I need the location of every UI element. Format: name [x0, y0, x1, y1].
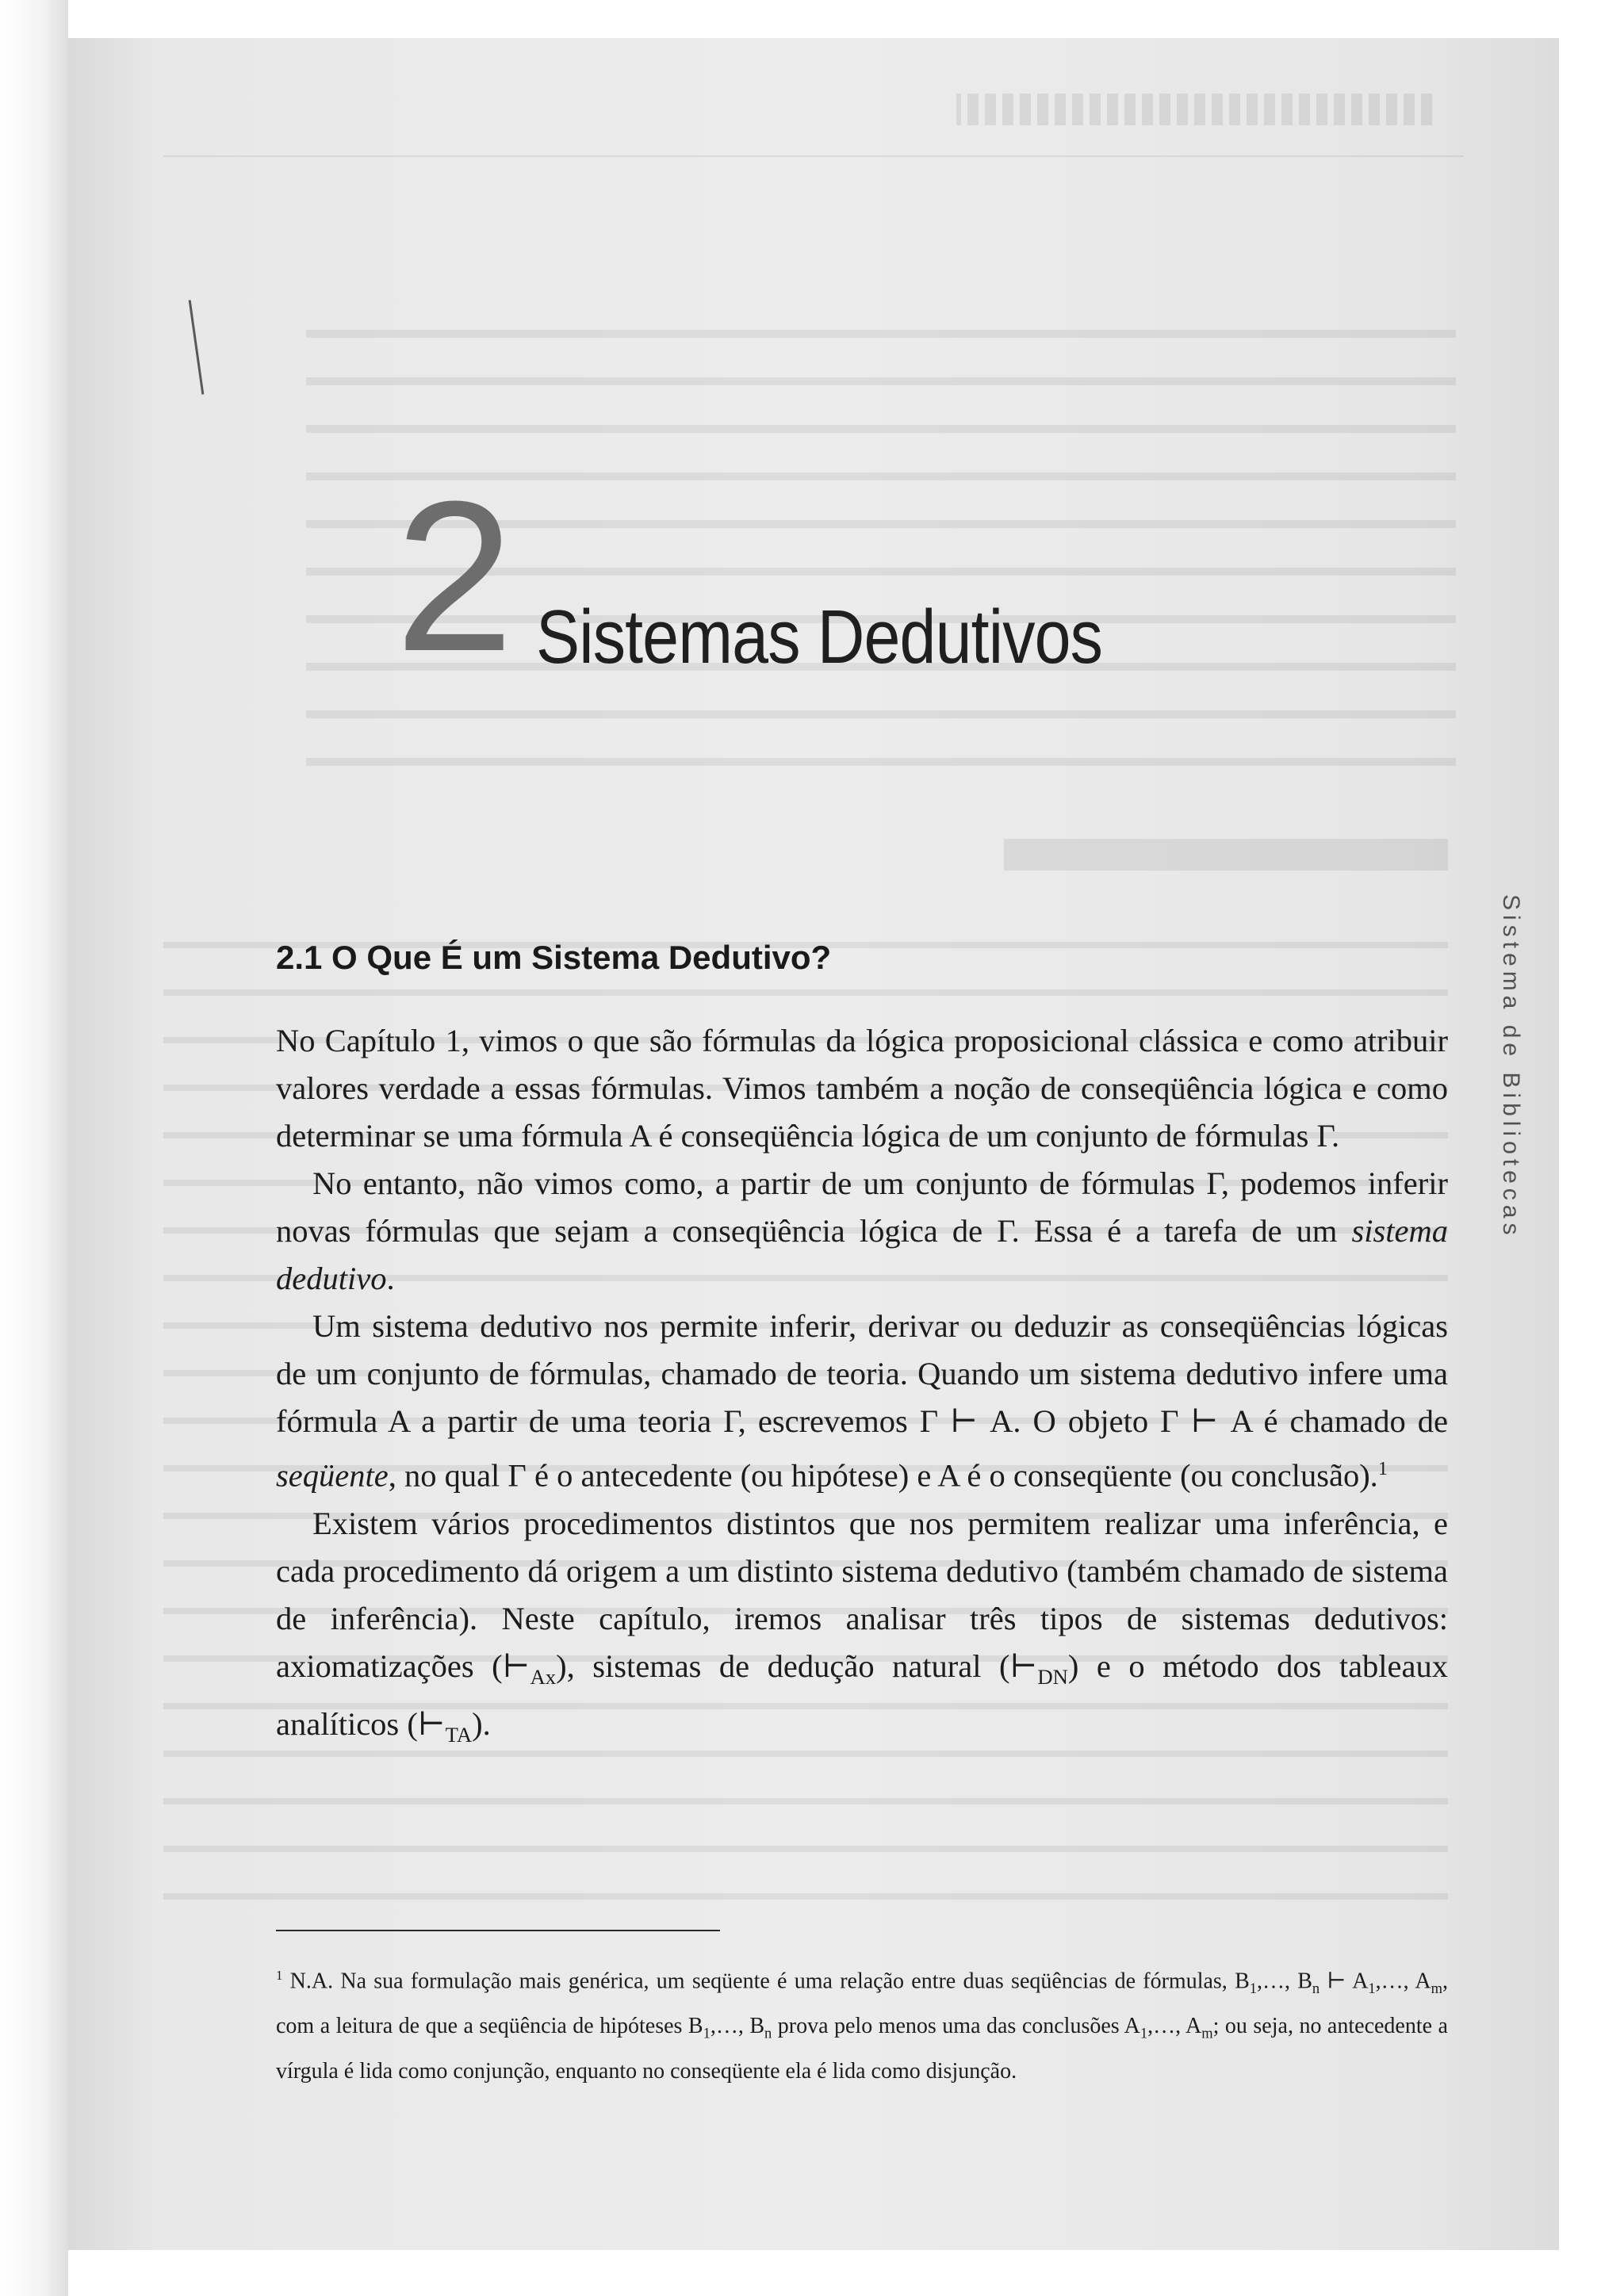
bleed-through-rule — [163, 155, 1464, 157]
paragraph-2-text: No entanto, não vimos como, a partir de um conjunto de fórmulas Γ, podemos inferir novas fórmulas que sejam a conseqüência lógica de Γ. Essa é a tarefa de um — [276, 1165, 1448, 1249]
fn-sub: n — [1312, 1980, 1320, 1996]
fn-sub: m — [1201, 2025, 1213, 2042]
paragraph-4-text-b: ), sistemas de dedução natural (⊢ — [556, 1647, 1038, 1684]
pencil-mark — [189, 300, 205, 394]
footnote-divider — [276, 1930, 720, 1931]
paragraph-1: No Capítulo 1, vimos o que são fórmulas da lógica proposicional clássica e como atribuir valores verdade a essas fórmulas. Vimos também a noção de conseqüência lógica e como determinar se uma fórmula A é conseqüência lógica de um conjunto de fórmulas Γ. — [276, 1023, 1448, 1154]
footnote-mark: 1 — [276, 1968, 283, 1983]
book-page — [68, 38, 1559, 2256]
fn-text: ⊢ A — [1320, 1969, 1369, 1994]
bleed-through-header — [956, 94, 1432, 125]
fn-text: ,…, B — [710, 2013, 765, 2038]
paragraph-4-text-c: ) e o método dos tableaux analíticos (⊢ — [276, 1647, 1448, 1742]
fn-sub: m — [1431, 1980, 1442, 1996]
chapter-number: 2 — [395, 457, 515, 696]
paragraph-4-end: ). — [472, 1705, 491, 1742]
footnote-text — [276, 1957, 1448, 2090]
term-sistema-dedutivo: sistema dedutivo — [276, 1213, 1448, 1296]
fn-text: ,…, B — [1256, 1969, 1312, 1994]
paragraph-3-end: , no qual Γ é o antecedente (ou hipótese) e A é o conseqüente (ou conclusão). — [388, 1457, 1378, 1494]
bleed-through-heading — [1004, 839, 1448, 871]
fn-text: prova pelo menos uma das conclusões A — [772, 2013, 1140, 2038]
chapter-title: Sistemas Dedutivos — [536, 595, 1103, 679]
fn-sub: 1 — [1249, 1980, 1257, 1996]
paragraph-2 — [276, 1160, 1448, 1303]
subscript-dn: DN — [1037, 1664, 1068, 1689]
scan-bottom-margin — [68, 2250, 1624, 2296]
fn-text: ,…, A — [1375, 1969, 1431, 1994]
library-stamp: Sistema de Bibliotecas — [1498, 894, 1524, 1240]
fn-sub: 1 — [1368, 1980, 1376, 1996]
paragraph-4-text: Existem vários procedimentos distintos que nos permitem realizar uma inferência, e cada procedimento dá origem a um distinto sistema dedutivo (também chamado de sistema de inferência). Neste capítulo, iremos analisar três tipos de sistemas dedutivos: axiomatizações (⊢ — [276, 1505, 1448, 1684]
fn-text: , com a leitura de que a seqüência de hipóteses B — [276, 1969, 1448, 2038]
scan-left-margin — [0, 0, 68, 2296]
fn-text: ; ou seja, no antecedente a vírgula é lida como conjunção, enquanto no conseqüente ela é lida como disjunção. — [276, 2013, 1448, 2084]
paragraph-4 — [276, 1500, 1448, 1758]
paragraph-3-text: Um sistema dedutivo nos permite inferir, derivar ou deduzir as conseqüências lógicas de um conjunto de fórmulas, chamado de teoria. Quando um sistema dedutivo infere uma fórmula A a partir de uma teoria Γ, escrevemos Γ ⊢ A. O objeto Γ ⊢ A é chamado de — [276, 1308, 1448, 1439]
subscript-ax: Ax — [530, 1664, 557, 1689]
section-title: 2.1 O Que É um Sistema Dedutivo? — [276, 939, 832, 976]
footnote-ref[interactable]: 1 — [1377, 1458, 1388, 1479]
fn-sub: n — [764, 2025, 772, 2042]
footnote — [276, 1957, 1448, 2090]
footnote-lead: N.A. Na sua formulação mais genérica, um seqüente é uma relação entre duas seqüências de fórmulas, B — [282, 1969, 1250, 1994]
paragraph-3 — [276, 1303, 1448, 1500]
body-text — [276, 1017, 1448, 1758]
paragraph-2-end: . — [386, 1261, 395, 1296]
fn-text: ,…, A — [1147, 2013, 1202, 2038]
fn-sub: 1 — [703, 2025, 710, 2042]
subscript-ta: TA — [445, 1722, 473, 1747]
term-sequente: seqüente — [276, 1457, 389, 1494]
fn-sub: 1 — [1139, 2025, 1148, 2042]
